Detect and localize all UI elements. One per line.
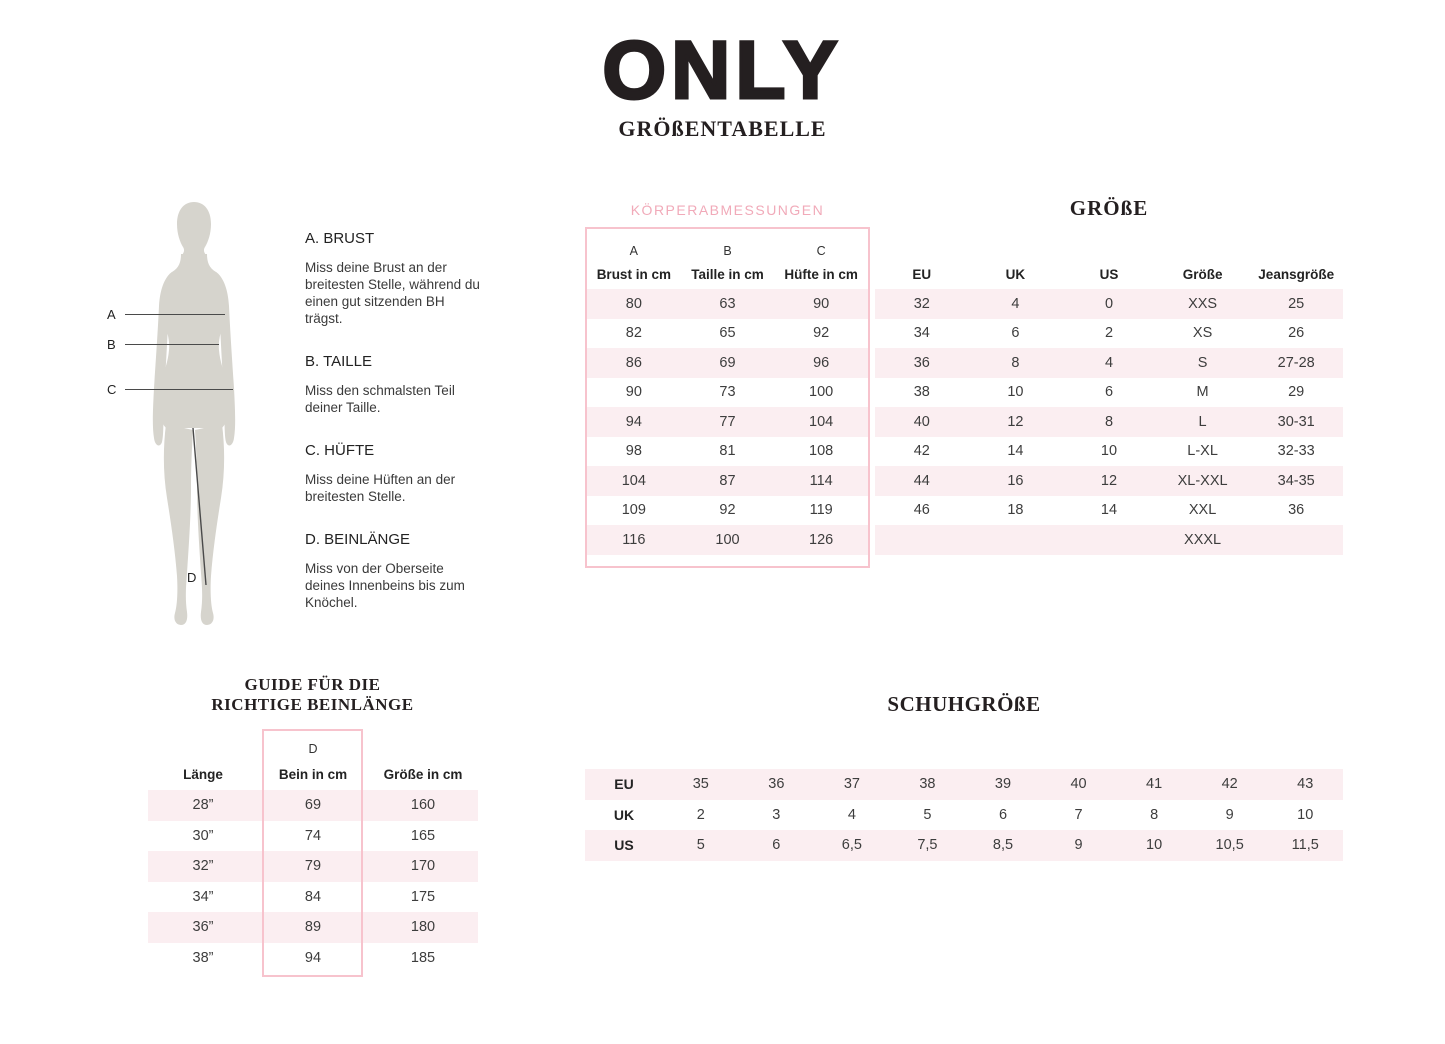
table-cell: 63 (719, 295, 736, 312)
column-letter: D (308, 742, 318, 756)
body-measurements-letter-row (587, 241, 868, 261)
measurement-guide (305, 230, 483, 637)
body-figure-diagram (105, 198, 265, 638)
table-row (587, 466, 868, 496)
column-header: Größe in cm (383, 766, 463, 782)
table-cell: 94 (304, 949, 322, 966)
figure-label-d: D (187, 570, 197, 585)
leg-length-letter-row (148, 738, 478, 760)
table-cell: 86 (625, 354, 642, 371)
table-cell: 40 (1070, 776, 1087, 793)
measure-line-a (107, 307, 225, 322)
table-row (148, 882, 478, 913)
shoe-sizes-table (585, 769, 1343, 861)
table-cell: 89 (304, 919, 322, 936)
table-row (148, 790, 478, 821)
table-row (587, 378, 868, 408)
guide-label: B. TAILLE (305, 353, 372, 370)
table-row (585, 830, 1343, 861)
table-cell: 126 (809, 531, 834, 548)
leg-length-title-line1: GUIDE FÜR DIE (244, 675, 381, 694)
guide-item-huefte (305, 442, 483, 505)
table-cell: 4 (847, 806, 856, 823)
table-cell: 114 (809, 472, 833, 489)
header (0, 25, 1445, 142)
column-header: Hüfte in cm (784, 266, 858, 282)
table-row (875, 407, 1343, 437)
table-cell: M (1196, 384, 1209, 401)
figure-label-b: B (107, 337, 116, 352)
row-label: EU (614, 776, 634, 793)
table-cell: 18 (1007, 502, 1024, 519)
table-cell: 10 (1007, 384, 1024, 401)
table-cell: 7 (1074, 806, 1083, 823)
table-cell: 36” (192, 919, 214, 936)
table-cell: 5 (923, 806, 932, 823)
guide-item-brust (305, 230, 483, 327)
table-cell: 46 (913, 502, 930, 519)
table-cell: 10,5 (1215, 837, 1244, 854)
sizes-title: GRÖßE (1069, 196, 1149, 220)
table-cell: L-XL (1187, 443, 1218, 460)
table-cell: 160 (410, 797, 436, 814)
table-cell: 35 (692, 776, 709, 793)
table-cell: 36 (768, 776, 785, 793)
body-measurements-header-row (587, 261, 868, 287)
table-cell: 44 (913, 472, 930, 489)
table-cell: 36 (913, 354, 930, 371)
table-row (587, 407, 868, 437)
table-cell: 32-33 (1277, 443, 1315, 460)
measure-rule-c (125, 389, 233, 390)
table-cell: 104 (809, 413, 834, 430)
page-title: GRÖßENTABELLE (618, 116, 827, 141)
table-cell: 38 (913, 384, 930, 401)
table-cell: 10 (1146, 837, 1163, 854)
table-cell: XXS (1188, 295, 1218, 312)
table-cell: 84 (304, 888, 322, 905)
table-row (875, 319, 1343, 349)
column-header: Taille in cm (691, 266, 764, 282)
table-cell: 34” (192, 888, 214, 905)
column-header: Jeansgröße (1258, 266, 1335, 282)
table-cell: 8,5 (992, 837, 1014, 854)
table-cell: 25 (1288, 295, 1305, 312)
table-cell: 41 (1146, 776, 1163, 793)
sizes-table (875, 289, 1343, 555)
table-row (148, 943, 478, 974)
table-cell: 7,5 (917, 837, 938, 854)
table-cell: 39 (994, 776, 1012, 793)
table-cell: 6 (998, 806, 1008, 823)
table-cell: 92 (813, 325, 830, 342)
table-cell: 79 (304, 858, 322, 875)
table-cell: 108 (809, 443, 834, 460)
table-cell: 100 (715, 531, 740, 548)
table-cell: 94 (625, 413, 642, 430)
column-header: Brust in cm (596, 266, 671, 282)
table-row (587, 496, 868, 526)
column-letter: B (723, 244, 732, 258)
table-cell: 80 (625, 295, 642, 312)
brand-logo: ONLY (602, 25, 843, 116)
table-cell: 42 (1221, 776, 1238, 793)
table-cell: 12 (1100, 472, 1118, 489)
guide-item-beinlaenge (305, 531, 483, 611)
leg-length-title (140, 675, 485, 715)
table-cell: 3 (772, 806, 781, 823)
table-cell: XS (1192, 325, 1213, 342)
body-measurements-title: KÖRPERABMESSUNGEN (630, 202, 825, 218)
table-cell: 2 (1104, 325, 1114, 342)
table-row (587, 525, 868, 555)
column-letter: A (629, 244, 638, 258)
row-label: UK (613, 806, 635, 823)
table-cell: 104 (621, 472, 646, 489)
guide-label: C. HÜFTE (305, 442, 375, 459)
table-cell: 90 (813, 295, 830, 312)
table-cell: 87 (719, 472, 736, 489)
table-row (875, 466, 1343, 496)
table-cell: 119 (809, 502, 833, 519)
table-cell: 4 (1104, 354, 1114, 371)
table-cell: 73 (719, 384, 736, 401)
table-cell: 32 (913, 295, 930, 312)
table-cell: XXL (1188, 502, 1217, 519)
table-cell: 69 (304, 797, 322, 814)
table-cell: 185 (410, 949, 436, 966)
table-cell: 34-35 (1277, 472, 1315, 489)
table-cell: 116 (622, 531, 646, 548)
table-row (587, 319, 868, 349)
table-cell: 175 (410, 888, 436, 905)
table-cell: XL-XXL (1177, 472, 1228, 489)
table-cell: 8 (1150, 806, 1159, 823)
table-cell: 36 (1288, 502, 1305, 519)
table-cell: 10 (1297, 806, 1314, 823)
guide-label: D. BEINLÄNGE (305, 531, 411, 548)
column-header: US (1099, 266, 1119, 282)
table-row (875, 348, 1343, 378)
table-cell: 6 (772, 837, 781, 854)
column-header: EU (912, 266, 932, 282)
table-cell: 27-28 (1277, 354, 1315, 371)
table-row (875, 289, 1343, 319)
table-cell: 43 (1297, 776, 1314, 793)
table-cell: L (1198, 413, 1207, 430)
table-row (587, 348, 868, 378)
table-row (148, 912, 478, 943)
table-cell: 30-31 (1277, 413, 1315, 430)
table-row (875, 525, 1343, 555)
table-cell: 40 (913, 413, 930, 430)
table-cell: 37 (843, 776, 860, 793)
column-letter: C (816, 244, 826, 258)
table-cell: 109 (621, 502, 646, 519)
body-silhouette (148, 198, 240, 630)
table-cell: S (1197, 354, 1208, 371)
table-cell: 16 (1007, 472, 1024, 489)
measure-rule-a (125, 314, 225, 315)
table-cell: 2 (696, 806, 705, 823)
table-cell: 6 (1104, 384, 1114, 401)
table-cell: 65 (719, 325, 736, 342)
table-row (148, 851, 478, 882)
table-cell: 14 (1007, 443, 1024, 460)
table-cell: 6 (1011, 325, 1020, 342)
figure-label-a: A (107, 307, 116, 322)
table-cell: 30” (192, 827, 214, 844)
guide-text: Miss deine Hüften an der breitesten Stelle. (305, 472, 456, 504)
table-cell: 34 (913, 325, 930, 342)
table-cell: 10 (1100, 443, 1118, 460)
figure-label-c: C (107, 382, 117, 397)
table-cell: 38” (192, 949, 214, 966)
table-cell: 9 (1074, 837, 1083, 854)
table-cell: 165 (410, 827, 436, 844)
table-cell: 92 (719, 502, 736, 519)
table-cell: 26 (1288, 325, 1305, 342)
table-cell: 81 (719, 443, 736, 460)
guide-text: Miss den schmalsten Teil deiner Taille. (305, 383, 455, 415)
table-cell: 29 (1288, 384, 1305, 401)
leg-length-title-line2: RICHTIGE BEINLÄNGE (211, 695, 414, 714)
column-header: Länge (183, 766, 223, 782)
table-cell: 8 (1104, 413, 1114, 430)
table-cell: 69 (719, 354, 736, 371)
table-cell: 42 (913, 443, 930, 460)
table-row (585, 769, 1343, 800)
table-cell: 32” (192, 858, 214, 875)
leg-length-table (148, 790, 478, 973)
table-row (587, 289, 868, 319)
measure-rule-b (125, 344, 219, 345)
table-row (585, 800, 1343, 831)
table-cell: 98 (625, 443, 642, 460)
table-cell: 28” (192, 797, 214, 814)
table-row (875, 378, 1343, 408)
table-cell: 12 (1007, 413, 1024, 430)
table-cell: 14 (1100, 502, 1118, 519)
table-cell: 82 (625, 325, 642, 342)
table-cell: 5 (696, 837, 705, 854)
sizes-header-row (875, 261, 1343, 287)
column-header: Bein in cm (278, 766, 348, 782)
guide-text: Miss deine Brust an der breitesten Stelle, während du einen gut sitzenden BH trägst. (305, 260, 480, 326)
shoe-sizes-title: SCHUHGRÖßE (887, 692, 1041, 716)
table-row (875, 496, 1343, 526)
table-row (587, 437, 868, 467)
table-cell: 96 (813, 354, 830, 371)
guide-text: Miss von der Oberseite deines Innenbeins bis zum Knöchel. (305, 561, 465, 610)
table-row (875, 437, 1343, 467)
column-header: UK (1005, 266, 1026, 282)
table-cell: 6,5 (841, 837, 862, 854)
table-cell: 38 (919, 776, 936, 793)
table-cell: 90 (625, 384, 642, 401)
table-cell: 0 (1104, 295, 1114, 312)
measure-line-b (107, 337, 219, 352)
table-cell: XXXL (1184, 531, 1222, 548)
table-cell: 4 (1011, 295, 1020, 312)
table-cell: 170 (410, 858, 436, 875)
table-cell: 74 (304, 827, 322, 844)
body-measurements-table (587, 289, 868, 555)
table-row (148, 821, 478, 852)
measure-line-c (107, 382, 233, 397)
table-cell: 180 (410, 919, 436, 936)
guide-item-taille (305, 353, 483, 416)
column-header: Größe (1182, 266, 1223, 282)
guide-label: A. BRUST (305, 230, 375, 247)
table-cell: 100 (809, 384, 834, 401)
table-cell: 8 (1011, 354, 1020, 371)
table-cell: 9 (1225, 806, 1234, 823)
row-label: US (614, 837, 634, 854)
table-cell: 77 (719, 413, 736, 430)
leg-length-header-row (148, 760, 478, 788)
table-cell: 11,5 (1291, 837, 1319, 854)
